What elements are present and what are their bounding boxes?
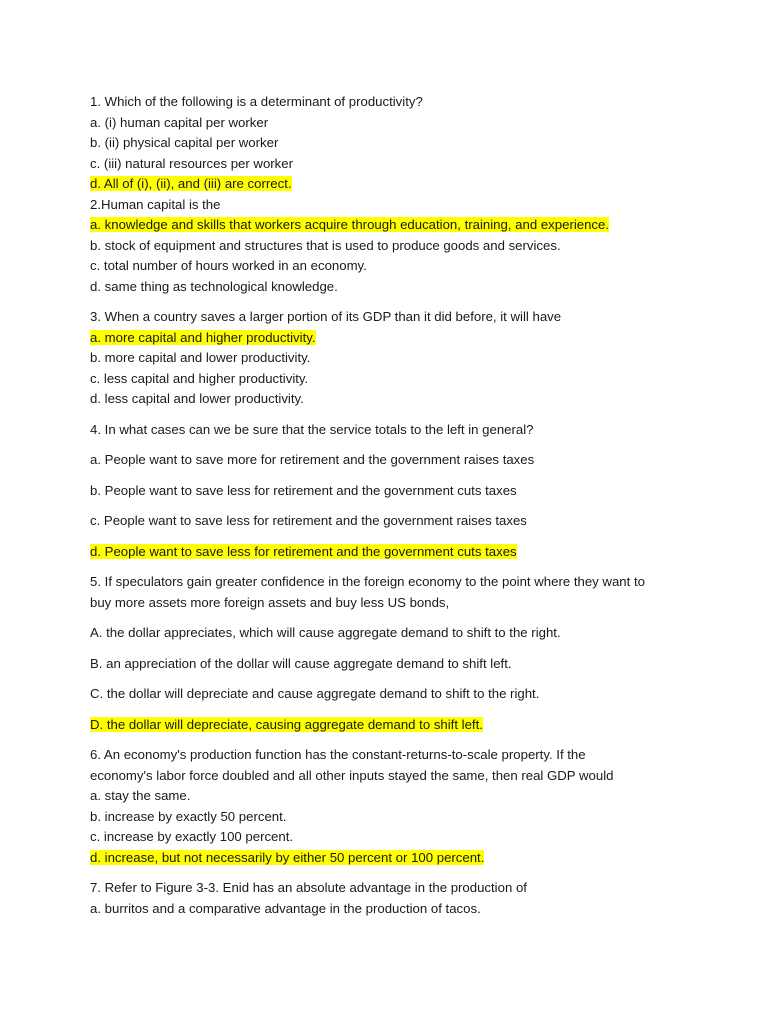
answer-option: a. People want to save more for retirement and the government raises taxes bbox=[90, 452, 535, 467]
question-stem: 6. An economy's production function has the constant-returns-to-scale property. If the bbox=[90, 747, 586, 762]
question-5 bbox=[90, 572, 730, 735]
answer-option: c. total number of hours worked in an economy. bbox=[90, 258, 367, 273]
answer-option-highlighted: D. the dollar will depreciate, causing aggregate demand to shift left. bbox=[90, 716, 483, 732]
question-stem: 2.Human capital is the bbox=[90, 196, 221, 212]
answer-option-highlighted: a. knowledge and skills that workers acquire through education, training, and experience. bbox=[90, 217, 610, 232]
question-stem: economy's labor force doubled and all other inputs stayed the same, then real GDP would bbox=[90, 767, 614, 783]
answer-option: d. same thing as technological knowledge. bbox=[90, 278, 338, 294]
answer-option: b. People want to save less for retirement and the government cuts taxes bbox=[90, 482, 517, 498]
answer-option: a. burritos and a comparative advantage in the production of tacos. bbox=[90, 900, 481, 916]
answer-option: b. (ii) physical capital per worker bbox=[90, 135, 279, 150]
question-2 bbox=[90, 195, 730, 298]
answer-option: b. more capital and lower productivity. bbox=[90, 350, 311, 365]
question-6 bbox=[90, 745, 730, 868]
question-stem: 7. Refer to Figure 3-3. Enid has an absolute advantage in the production of bbox=[90, 880, 527, 895]
question-stem: 3. When a country saves a larger portion of its GDP than it did before, it will have bbox=[90, 309, 562, 324]
question-stem: buy more assets more foreign assets and buy less US bonds, bbox=[90, 594, 450, 610]
question-stem: 4. In what cases can we be sure that the service totals to the left in general? bbox=[90, 421, 534, 437]
question-3 bbox=[90, 307, 730, 410]
answer-option: b. increase by exactly 50 percent. bbox=[90, 808, 287, 824]
answer-option: C. the dollar will depreciate and cause aggregate demand to shift to the right. bbox=[90, 686, 540, 701]
answer-option-highlighted: a. more capital and higher productivity. bbox=[90, 329, 316, 345]
answer-option: c. People want to save less for retirement and the government raises taxes bbox=[90, 513, 527, 528]
question-4 bbox=[90, 420, 730, 563]
answer-option: b. stock of equipment and structures that is used to produce goods and services. bbox=[90, 237, 561, 253]
answer-option-highlighted: d. increase, but not necessarily by either 50 percent or 100 percent. bbox=[90, 849, 485, 865]
answer-option: A. the dollar appreciates, which will cause aggregate demand to shift to the right. bbox=[90, 625, 561, 640]
answer-option: B. an appreciation of the dollar will cause aggregate demand to shift left. bbox=[90, 655, 512, 671]
answer-option: a. (i) human capital per worker bbox=[90, 114, 269, 130]
question-1 bbox=[90, 92, 730, 195]
question-7 bbox=[90, 878, 730, 919]
answer-option-highlighted: d. People want to save less for retirement and the government cuts taxes bbox=[90, 543, 517, 559]
answer-option: c. less capital and higher productivity. bbox=[90, 370, 309, 386]
document-body bbox=[90, 92, 730, 919]
question-stem: 5. If speculators gain greater confidence in the foreign economy to the point where they want to bbox=[90, 574, 645, 589]
answer-option-highlighted: d. All of (i), (ii), and (iii) are correct. bbox=[90, 176, 292, 191]
answer-option: c. (iii) natural resources per worker bbox=[90, 155, 294, 171]
answer-option: c. increase by exactly 100 percent. bbox=[90, 829, 294, 844]
question-stem: 1. Which of the following is a determinant of productivity? bbox=[90, 94, 423, 109]
answer-option: a. stay the same. bbox=[90, 788, 191, 803]
answer-option: d. less capital and lower productivity. bbox=[90, 391, 304, 406]
